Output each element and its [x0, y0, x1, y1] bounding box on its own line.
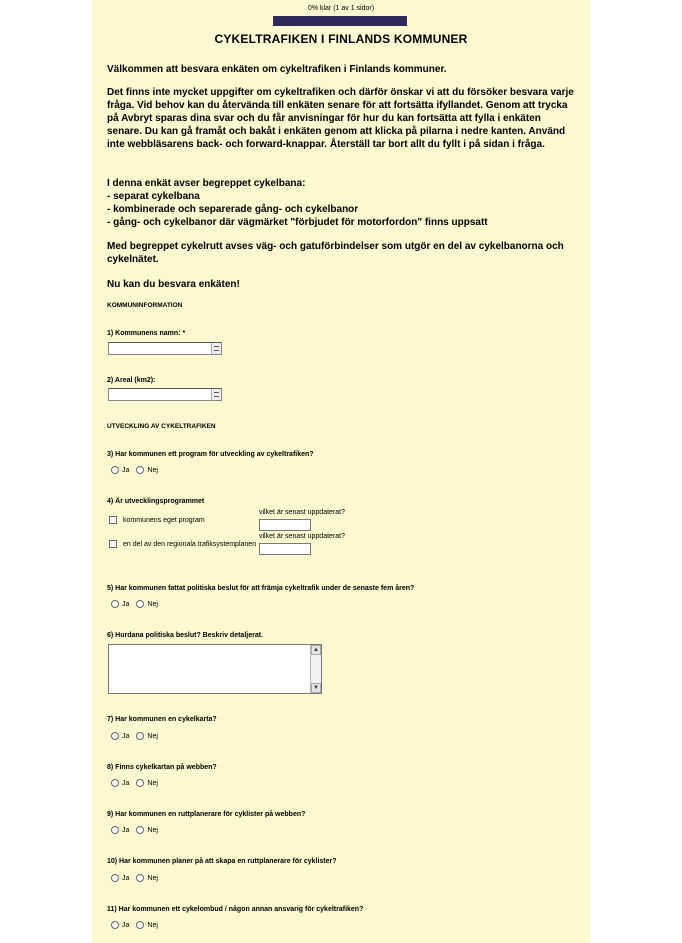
q5-options	[111, 600, 158, 608]
spin-icon	[211, 343, 221, 354]
q5-yes-radio[interactable]	[111, 600, 119, 608]
no-label: Nej	[147, 921, 158, 929]
q7-no-radio[interactable]	[136, 732, 144, 740]
q4-year-input-1[interactable]	[259, 519, 311, 531]
q3-yes-radio[interactable]	[111, 466, 119, 474]
welcome-text: Välkommen att besvara enkäten om cykeltrafiken i Finlands kommuner.	[107, 64, 447, 75]
q4-own-program-label: kommunens eget program	[123, 516, 205, 524]
definition-item: - gång- och cykelbanor där vägmärket "förbjudet för motorfordon" finns uppsatt	[107, 217, 488, 228]
no-label: Nej	[147, 779, 158, 787]
q4-option-2	[109, 540, 256, 548]
q3-options	[111, 466, 158, 474]
question-7: 7) Har kommunen en cykelkarta?	[107, 716, 217, 723]
question-11: 11) Har kommunen ett cykelombud / någon annan ansvarig för cykeltrafiken?	[107, 906, 364, 913]
no-label: Nej	[147, 732, 158, 740]
section-kommuninformation: KOMMUNINFORMATION	[107, 302, 183, 309]
scroll-up-icon[interactable]: ▲	[311, 645, 321, 655]
q5-no-radio[interactable]	[136, 600, 144, 608]
question-8: 8) Finns cykelkartan på webben?	[107, 764, 217, 771]
textarea-scrollbar[interactable]	[310, 645, 321, 693]
question-6: 6) Hurdana politiska beslut? Beskriv detaljerat.	[107, 632, 263, 639]
q8-yes-radio[interactable]	[111, 779, 119, 787]
yes-label: Ja	[122, 921, 130, 929]
q10-no-radio[interactable]	[136, 874, 144, 882]
yes-label: Ja	[122, 874, 130, 882]
q7-options	[111, 732, 158, 740]
q9-options	[111, 826, 158, 834]
q7-yes-radio[interactable]	[111, 732, 119, 740]
no-label: Nej	[147, 826, 158, 834]
q6-description-textarea[interactable]	[108, 644, 322, 694]
q11-options	[111, 921, 158, 929]
q8-no-radio[interactable]	[136, 779, 144, 787]
area-input[interactable]	[108, 388, 222, 401]
definition-item: - separat cykelbana	[107, 191, 200, 202]
question-2: 2) Areal (km2):	[107, 377, 156, 384]
progress-text: 0% klar (1 av 1 sidor)	[307, 5, 375, 12]
q4-year-input-2[interactable]	[259, 543, 311, 555]
q9-no-radio[interactable]	[136, 826, 144, 834]
no-label: Nej	[147, 466, 158, 474]
spin-icon	[211, 389, 221, 400]
no-label: Nej	[147, 600, 158, 608]
question-10: 10) Har kommunen planer på att skapa en ruttplanerare för cyklister?	[107, 858, 337, 865]
q4-regional-plan-checkbox[interactable]	[109, 540, 117, 548]
start-text: Nu kan du besvara enkäten!	[107, 279, 240, 290]
q4-updated-label-1: vilket är senast uppdaterat?	[259, 509, 345, 516]
q9-yes-radio[interactable]	[111, 826, 119, 834]
question-1: 1) Kommunens namn: *	[107, 330, 186, 337]
question-5: 5) Har kommunen fattat politiska beslut för att främja cykeltrafik under de senaste fem åren?	[107, 585, 415, 592]
yes-label: Ja	[122, 732, 130, 740]
scroll-down-icon[interactable]: ▼	[311, 683, 321, 693]
q4-regional-plan-label: en del av den regionala trafiksystemplanen	[123, 540, 257, 548]
question-4: 4) Är utvecklingsprogrammet	[107, 498, 205, 505]
section-utveckling: UTVECKLING AV CYKELTRAFIKEN	[107, 423, 216, 430]
q4-option-1	[109, 516, 205, 524]
q11-no-radio[interactable]	[136, 921, 144, 929]
no-label: Nej	[147, 874, 158, 882]
q4-own-program-checkbox[interactable]	[109, 516, 117, 524]
question-9: 9) Har kommunen en ruttplanerare för cyklister på webben?	[107, 811, 306, 818]
q10-options	[111, 874, 158, 882]
q10-yes-radio[interactable]	[111, 874, 119, 882]
yes-label: Ja	[122, 600, 130, 608]
question-3: 3) Har kommunen ett program för utveckling av cykeltrafiken?	[107, 451, 314, 458]
instructions-text: Det finns inte mycket uppgifter om cykeltrafiken och därför önskar vi att du försöker besvara varje fråga. Vid behov kan du återvända till enkäten senare för att fortsätta ifyllandet. Genom att trycka på Avbryt sparas dina svar och du får anvisningar för hur du kan fortsätta att fylla i enkäten senare. Du kan gå framåt och bakåt i enkäten genom att klicka på pilarna i nedre kanten. Använd inte webbläsarens back- och forward-knappar. Återställ tar bort allt du fyllt i på sidan i fråga.	[107, 87, 574, 150]
page-title: CYKELTRAFIKEN I FINLANDS KOMMUNER	[214, 32, 468, 46]
yes-label: Ja	[122, 826, 130, 834]
yes-label: Ja	[122, 466, 130, 474]
q4-updated-label-2: vilket är senast uppdaterat?	[259, 533, 345, 540]
yes-label: Ja	[122, 779, 130, 787]
q8-options	[111, 779, 158, 787]
definition-item: - kombinerade och separerade gång- och cykelbanor	[107, 204, 359, 215]
definition-intro: I denna enkät avser begreppet cykelbana:	[107, 178, 306, 189]
q3-no-radio[interactable]	[136, 466, 144, 474]
q11-yes-radio[interactable]	[111, 921, 119, 929]
kommun-name-input[interactable]	[108, 342, 222, 355]
cycle-route-text: Med begreppet cykelrutt avses väg- och gatuförbindelser som utgör en del av cykelbanorna och cykelnätet.	[107, 241, 564, 265]
progress-bar	[273, 16, 407, 26]
